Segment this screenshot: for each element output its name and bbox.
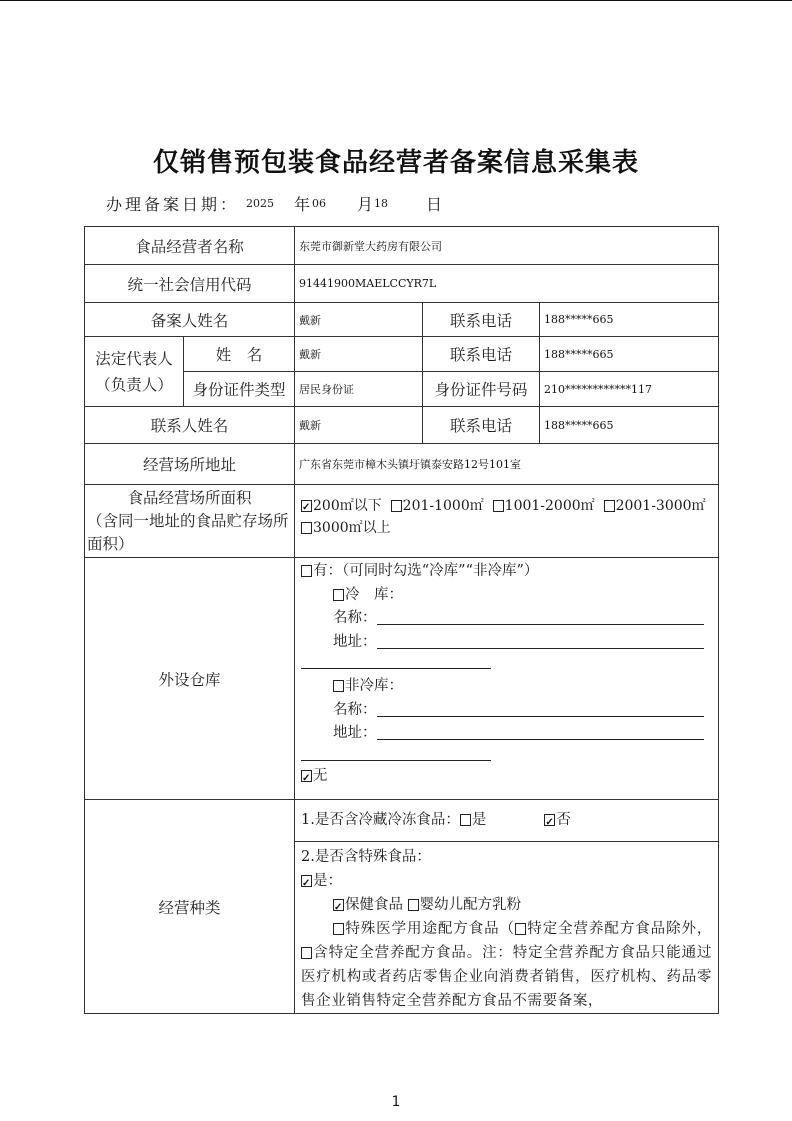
area-label-line1: 食品经营场所面积 bbox=[127, 488, 252, 507]
non-cold-storage-address-continuation-line[interactable] bbox=[301, 746, 491, 761]
month-unit: 月 bbox=[357, 195, 374, 214]
fsmp-excl-option[interactable] bbox=[515, 921, 712, 937]
cold-storage-address-row bbox=[301, 631, 712, 655]
checkbox-empty-icon[interactable] bbox=[301, 565, 312, 577]
health-food-text: 保健食品 bbox=[345, 897, 404, 913]
legal-rep-phone-label: 联系电话 bbox=[423, 337, 540, 372]
area-options bbox=[295, 485, 719, 558]
checkbox-empty-icon[interactable] bbox=[460, 814, 471, 826]
row-credit-code bbox=[85, 265, 719, 303]
special-food-question bbox=[295, 842, 719, 1014]
cold-frozen-yes-option[interactable] bbox=[460, 812, 487, 828]
id-type-label: 身份证件类型 bbox=[184, 372, 295, 407]
special-food-row-1 bbox=[301, 893, 712, 917]
legal-rep-phone-value[interactable]: 188*****665 bbox=[540, 337, 719, 372]
legal-rep-name-value[interactable]: 戴新 bbox=[295, 337, 423, 372]
legal-rep-label-line2: （负责人） bbox=[95, 375, 173, 394]
fsmp-excl-text: 特定全营养配方食品除外， bbox=[526, 921, 713, 937]
checkbox-checked-icon[interactable] bbox=[301, 875, 312, 887]
business-type-label: 经营种类 bbox=[85, 800, 295, 1014]
cold-frozen-no-text: 否 bbox=[556, 811, 571, 828]
checkbox-empty-icon[interactable] bbox=[301, 947, 312, 959]
row-business-type-q1 bbox=[85, 800, 719, 842]
checkbox-empty-icon[interactable] bbox=[333, 680, 344, 692]
area-option-0[interactable] bbox=[301, 498, 382, 514]
row-address bbox=[85, 444, 719, 485]
checkbox-empty-icon[interactable] bbox=[391, 500, 402, 512]
area-label bbox=[85, 485, 295, 558]
checkbox-empty-icon[interactable] bbox=[333, 589, 344, 601]
legal-rep-label-line1: 法定代表人 bbox=[95, 349, 173, 368]
checkbox-empty-icon[interactable] bbox=[408, 899, 419, 911]
area-option-1-text: 201-1000㎡ bbox=[402, 498, 484, 514]
non-cold-storage-name-row bbox=[301, 699, 712, 723]
filer-phone-label: 联系电话 bbox=[423, 303, 540, 337]
address-label: 经营场所地址 bbox=[85, 444, 295, 485]
cold-frozen-yes-text: 是 bbox=[471, 811, 487, 828]
area-label-line2: （含同一地址的食品贮存场所面积） bbox=[87, 511, 289, 553]
operator-name-label: 食品经营者名称 bbox=[85, 227, 295, 265]
checkbox-empty-icon[interactable] bbox=[604, 500, 615, 512]
year-unit: 年 bbox=[294, 195, 311, 214]
cold-storage-address-continuation-line[interactable] bbox=[301, 654, 491, 669]
area-option-4[interactable] bbox=[301, 520, 391, 536]
legal-rep-name-label: 姓 名 bbox=[184, 337, 295, 372]
fsmp-text: 特殊医学用途配方食品（ bbox=[345, 921, 515, 937]
non-cold-storage-name-input[interactable] bbox=[377, 702, 704, 717]
row-contact bbox=[85, 407, 719, 444]
cold-storage-name-label: 名称： bbox=[333, 610, 377, 626]
fsmp-paragraph bbox=[301, 917, 712, 1013]
fsmp-incl-option[interactable] bbox=[301, 945, 712, 1009]
non-cold-storage-option[interactable] bbox=[301, 675, 712, 699]
fsmp-option[interactable] bbox=[333, 921, 515, 937]
checkbox-empty-icon[interactable] bbox=[493, 500, 504, 512]
address-value[interactable]: 广东省东莞市樟木头镇圩镇泰安路12号101室 bbox=[295, 444, 719, 485]
page-number: 1 bbox=[391, 1094, 401, 1110]
row-warehouse bbox=[85, 558, 719, 800]
filer-name-label: 备案人姓名 bbox=[85, 303, 295, 337]
id-type-value[interactable]: 居民身份证 bbox=[295, 372, 423, 407]
cold-storage-address-input[interactable] bbox=[377, 634, 704, 649]
id-number-label: 身份证件号码 bbox=[423, 372, 540, 407]
area-option-1[interactable] bbox=[391, 498, 484, 514]
filing-date-label: 办理备案日期： bbox=[106, 195, 240, 214]
cold-frozen-no-option[interactable] bbox=[544, 812, 571, 828]
area-option-0-text: 200㎡以下 bbox=[313, 498, 382, 514]
infant-formula-text: 婴幼儿配方乳粉 bbox=[419, 897, 522, 913]
cold-storage-name-input[interactable] bbox=[377, 610, 704, 625]
operator-name-value[interactable]: 东莞市御新堂大药房有限公司 bbox=[295, 227, 719, 265]
area-option-2-text: 1001-2000㎡ bbox=[504, 498, 595, 514]
cold-storage-name-row bbox=[301, 607, 712, 631]
non-cold-storage-name-label: 名称： bbox=[333, 701, 377, 718]
checkbox-empty-icon[interactable] bbox=[515, 923, 526, 935]
warehouse-options bbox=[295, 558, 719, 800]
area-option-4-text: 3000㎡以上 bbox=[313, 520, 391, 536]
non-cold-storage-address-row bbox=[301, 722, 712, 746]
area-option-2[interactable] bbox=[493, 498, 595, 514]
row-area bbox=[85, 485, 719, 558]
special-food-question-text: 2.是否含特殊食品： bbox=[301, 849, 431, 865]
health-food-option[interactable] bbox=[333, 897, 403, 913]
contact-name-label: 联系人姓名 bbox=[85, 407, 295, 444]
filing-day: 18 bbox=[374, 197, 388, 210]
checkbox-checked-icon[interactable] bbox=[301, 770, 312, 782]
cold-frozen-question bbox=[295, 800, 719, 842]
page-title: 仅销售预包装食品经营者备案信息采集表 bbox=[152, 148, 639, 178]
checkbox-checked-icon[interactable] bbox=[544, 814, 555, 826]
filing-form-table bbox=[84, 226, 719, 1014]
filer-phone-value[interactable]: 188*****665 bbox=[540, 303, 719, 337]
credit-code-label: 统一社会信用代码 bbox=[85, 265, 295, 303]
filer-name-value[interactable]: 戴新 bbox=[295, 303, 423, 337]
contact-phone-value[interactable]: 188*****665 bbox=[540, 407, 719, 444]
warehouse-has-text: 有：（可同时勾选“冷库”“非冷库”） bbox=[313, 563, 539, 579]
legal-rep-label bbox=[85, 337, 184, 407]
filing-year: 2025 bbox=[246, 197, 274, 210]
infant-formula-option[interactable] bbox=[408, 897, 522, 913]
checkbox-empty-icon[interactable] bbox=[333, 923, 344, 935]
cold-storage-address-label: 地址： bbox=[333, 633, 377, 650]
fsmp-incl-text: 含特定全营养配方食品。注：特定全营养配方食品只能通过医疗机构或者药店零售企业向消费者销售，医疗机构、药品零售企业销售特定全营养配方食品不需要备案， bbox=[301, 945, 713, 1009]
special-food-yes-text: 是： bbox=[313, 873, 343, 889]
cold-frozen-question-text: 1.是否含冷藏冷冻食品： bbox=[301, 811, 460, 828]
checkbox-checked-icon[interactable] bbox=[333, 899, 344, 911]
contact-phone-label: 联系电话 bbox=[423, 407, 540, 444]
row-operator-name bbox=[85, 227, 719, 265]
warehouse-none-text: 无 bbox=[313, 767, 328, 784]
row-filer bbox=[85, 303, 719, 337]
cold-storage-option[interactable] bbox=[301, 584, 712, 608]
non-cold-storage-text: 非冷库： bbox=[345, 678, 404, 694]
day-unit: 日 bbox=[426, 195, 443, 214]
non-cold-storage-address-input[interactable] bbox=[377, 725, 704, 740]
checkbox-checked-icon[interactable] bbox=[301, 500, 312, 512]
cold-storage-text: 冷 库： bbox=[345, 586, 404, 603]
contact-name-value[interactable]: 戴新 bbox=[295, 407, 423, 444]
top-rule bbox=[0, 0, 792, 1]
special-food-yes-option[interactable] bbox=[301, 869, 712, 893]
area-option-3[interactable] bbox=[604, 498, 706, 514]
credit-code-value[interactable]: 91441900MAELCCYR7L bbox=[295, 265, 719, 303]
warehouse-label: 外设仓库 bbox=[85, 558, 295, 800]
non-cold-storage-address-label: 地址： bbox=[333, 725, 377, 741]
area-option-3-text: 2001-3000㎡ bbox=[615, 498, 706, 514]
warehouse-has-option[interactable] bbox=[301, 560, 712, 584]
checkbox-empty-icon[interactable] bbox=[301, 522, 312, 534]
row-legal-rep-name bbox=[85, 337, 719, 372]
warehouse-none-option[interactable] bbox=[301, 765, 712, 789]
filing-month: 06 bbox=[312, 197, 326, 210]
id-number-value[interactable]: 210************117 bbox=[540, 372, 719, 407]
